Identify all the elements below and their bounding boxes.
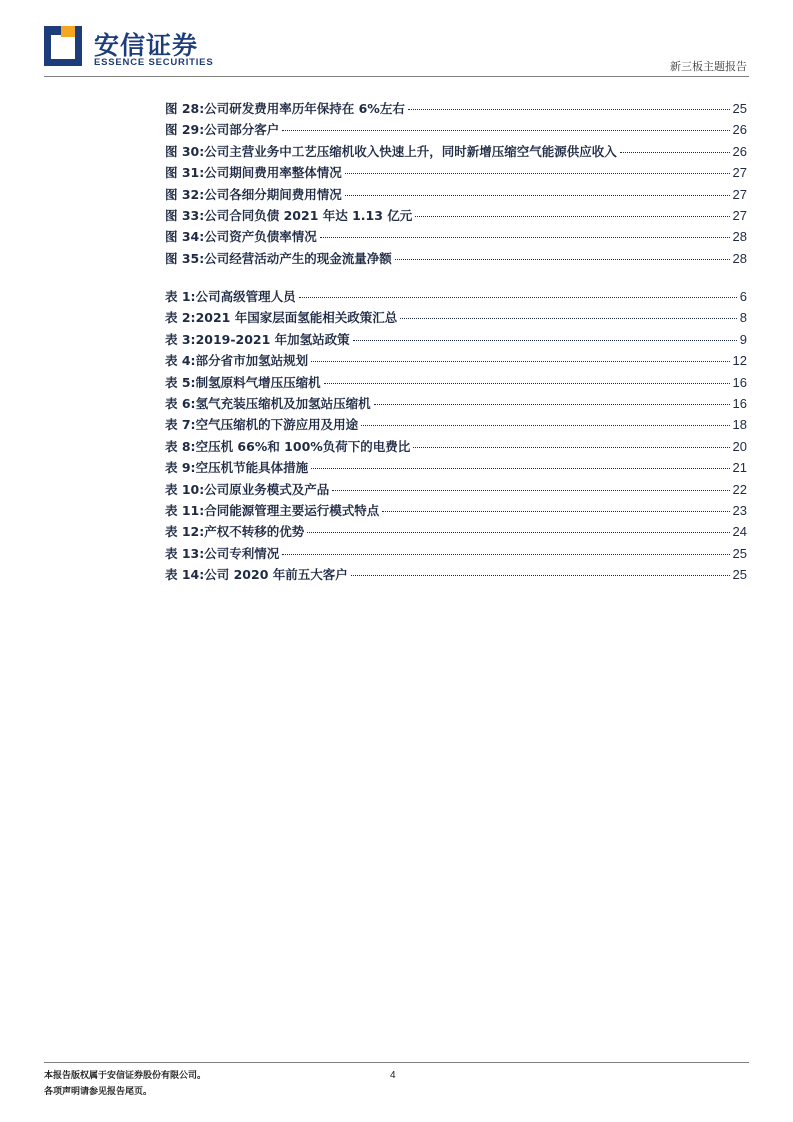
toc-entry-page: 20 bbox=[732, 438, 747, 454]
copyright-note: 本报告版权属于安信证券股份有限公司。 bbox=[44, 1071, 207, 1081]
toc-entry-title: 公司合同负债 2021 年达 1.13 亿元 bbox=[204, 207, 413, 223]
toc-entry-label: 表 14: bbox=[165, 567, 205, 583]
toc-leader-dots bbox=[351, 575, 730, 576]
toc-entry-page: 6 bbox=[739, 289, 747, 304]
toc-leader-dots bbox=[320, 237, 730, 238]
toc-entry-page: 21 bbox=[732, 460, 747, 476]
report-type-label: 新三板主题报告 bbox=[670, 60, 747, 73]
page-number: 4 bbox=[390, 1070, 396, 1081]
toc-entry[interactable] bbox=[165, 394, 747, 415]
toc-entry-label: 图 31: bbox=[165, 165, 205, 181]
toc-leader-dots bbox=[299, 297, 737, 298]
toc-entry-page: 9 bbox=[739, 331, 747, 347]
toc-entry-label: 图 34: bbox=[165, 229, 205, 245]
footer-divider bbox=[44, 1062, 749, 1063]
toc-leader-dots bbox=[382, 511, 729, 512]
toc-entry-label: 表 8: bbox=[165, 438, 196, 454]
toc-leader-dots bbox=[395, 259, 730, 260]
toc-entry[interactable] bbox=[165, 373, 747, 394]
toc-entry-title: 公司资产负债率情况 bbox=[204, 229, 317, 245]
toc-entry-title: 部分省市加氢站规划 bbox=[195, 353, 309, 369]
toc-entry-page: 24 bbox=[732, 524, 747, 540]
toc-leader-dots bbox=[408, 109, 730, 110]
toc-entry[interactable] bbox=[165, 330, 747, 351]
toc-leader-dots bbox=[374, 404, 730, 405]
logo-mark-icon bbox=[44, 26, 82, 66]
toc-leader-dots bbox=[282, 130, 729, 131]
toc-entry-title: 氢气充装压缩机及加氢站压缩机 bbox=[195, 395, 371, 411]
toc-entry[interactable] bbox=[165, 437, 747, 458]
toc-entry-label: 图 29: bbox=[165, 122, 205, 138]
toc-entry-page: 22 bbox=[732, 481, 747, 497]
toc-entry-title: 空气压缩机的下游应用及用途 bbox=[195, 417, 359, 433]
logo-chinese-name: 安信证券 bbox=[94, 31, 199, 60]
toc-entry-page: 25 bbox=[732, 567, 747, 583]
toc-entry-title: 公司 2020 年前五大客户 bbox=[204, 567, 348, 583]
toc-entry-label: 表 12: bbox=[165, 524, 205, 540]
toc-entry-page: 16 bbox=[732, 374, 747, 390]
toc-entry-page: 28 bbox=[732, 250, 747, 266]
toc-entry-title: 公司专利情况 bbox=[204, 545, 280, 561]
toc-leader-dots bbox=[400, 318, 737, 319]
toc-entry-label: 表 3: bbox=[165, 331, 196, 347]
toc-leader-dots bbox=[324, 383, 730, 384]
toc-entry-title: 公司研发费用率历年保持在 6%左右 bbox=[204, 101, 405, 116]
toc-entry[interactable] bbox=[165, 120, 747, 141]
toc-entry[interactable] bbox=[165, 185, 747, 206]
toc-entry-page: 26 bbox=[732, 143, 747, 159]
toc-entry-label: 表 4: bbox=[165, 353, 196, 369]
toc-leader-dots bbox=[282, 554, 729, 555]
toc-leader-dots bbox=[620, 152, 730, 153]
footer-notes bbox=[44, 1068, 206, 1100]
table-index-list bbox=[165, 287, 747, 586]
toc-entry-title: 2019-2021 年加氢站政策 bbox=[195, 331, 350, 347]
toc-entry-label: 图 30: bbox=[165, 143, 205, 159]
toc-entry[interactable] bbox=[165, 351, 747, 372]
toc-entry-page: 12 bbox=[732, 353, 747, 369]
toc-leader-dots bbox=[361, 425, 729, 426]
toc-entry-label: 表 13: bbox=[165, 545, 205, 561]
toc-entry[interactable] bbox=[165, 458, 747, 479]
toc-entry-label: 表 5: bbox=[165, 374, 196, 390]
toc-entry-label: 表 10: bbox=[165, 481, 205, 497]
toc-entry-label: 表 6: bbox=[165, 395, 196, 411]
toc-entry[interactable] bbox=[165, 480, 747, 501]
toc-entry-title: 2021 年国家层面氢能相关政策汇总 bbox=[195, 310, 398, 326]
toc-leader-dots bbox=[345, 195, 730, 196]
toc-entry[interactable] bbox=[165, 501, 747, 522]
toc-entry-title: 制氢原料气增压压缩机 bbox=[195, 374, 321, 390]
toc-entry-title: 公司主营业务中工艺压缩机收入快速上升，同时新增压缩空气能源供应收入 bbox=[204, 143, 617, 159]
toc-entry-page: 23 bbox=[732, 502, 747, 518]
toc-entry-title: 产权不转移的优势 bbox=[204, 524, 305, 540]
company-logo bbox=[44, 24, 214, 72]
toc-entry[interactable] bbox=[165, 206, 747, 227]
toc-entry[interactable] bbox=[165, 227, 747, 248]
toc-leader-dots bbox=[345, 173, 730, 174]
toc-entry-title: 公司部分客户 bbox=[204, 122, 280, 138]
toc-leader-dots bbox=[307, 532, 729, 533]
toc-entry-page: 26 bbox=[732, 122, 747, 138]
toc-entry[interactable] bbox=[165, 522, 747, 543]
toc-entry[interactable] bbox=[165, 415, 747, 436]
toc-entry-label: 图 35: bbox=[165, 250, 205, 266]
toc-entry-title: 公司高级管理人员 bbox=[195, 289, 296, 304]
logo-english-name: ESSENCE SECURITIES bbox=[94, 57, 214, 68]
toc-entry[interactable] bbox=[165, 308, 747, 329]
toc-entry[interactable] bbox=[165, 565, 747, 586]
toc-entry-title: 空压机节能具体措施 bbox=[195, 460, 309, 476]
toc-entry-title: 公司期间费用率整体情况 bbox=[204, 165, 342, 181]
toc-entry-label: 表 11: bbox=[165, 502, 205, 518]
toc-entry-title: 公司经营活动产生的现金流量净额 bbox=[204, 250, 392, 266]
toc-entry-page: 28 bbox=[732, 229, 747, 245]
toc-entry-title: 公司原业务模式及产品 bbox=[204, 481, 330, 497]
toc-entry-page: 8 bbox=[739, 310, 747, 326]
toc-entry-page: 25 bbox=[732, 545, 747, 561]
toc-entry[interactable] bbox=[165, 163, 747, 184]
toc-entry-label: 表 1: bbox=[165, 289, 196, 304]
toc-entry-title: 公司各细分期间费用情况 bbox=[204, 186, 342, 202]
toc-leader-dots bbox=[332, 490, 729, 491]
toc-entry-page: 16 bbox=[732, 395, 747, 411]
header-divider bbox=[44, 76, 749, 77]
toc-entry-page: 27 bbox=[732, 186, 747, 202]
toc-entry-label: 图 33: bbox=[165, 207, 205, 223]
toc-leader-dots bbox=[415, 216, 729, 217]
toc-entry-label: 图 32: bbox=[165, 186, 205, 202]
toc-entry-title: 空压机 66%和 100%负荷下的电费比 bbox=[195, 438, 411, 454]
toc-entry-page: 27 bbox=[732, 165, 747, 181]
toc-entry-title: 合同能源管理主要运行模式特点 bbox=[204, 502, 380, 518]
toc-entry[interactable] bbox=[165, 249, 747, 270]
toc-entry-page: 27 bbox=[732, 207, 747, 223]
toc-entry[interactable] bbox=[165, 99, 747, 120]
toc-leader-dots bbox=[353, 340, 737, 341]
disclaimer-note: 各项声明请参见报告尾页。 bbox=[44, 1087, 153, 1097]
toc-leader-dots bbox=[311, 361, 729, 362]
toc-entry-label: 表 9: bbox=[165, 460, 196, 476]
toc-entry-label: 表 7: bbox=[165, 417, 196, 433]
toc-entry-label: 图 28: bbox=[165, 101, 205, 116]
toc-entry[interactable] bbox=[165, 142, 747, 163]
figure-index-list bbox=[165, 99, 747, 270]
toc-entry[interactable] bbox=[165, 544, 747, 565]
toc-leader-dots bbox=[311, 468, 729, 469]
toc-entry[interactable] bbox=[165, 287, 747, 308]
toc-entry-page: 18 bbox=[732, 417, 747, 433]
toc-entry-label: 表 2: bbox=[165, 310, 196, 326]
toc-leader-dots bbox=[413, 447, 729, 448]
toc-entry-page: 25 bbox=[732, 101, 747, 116]
